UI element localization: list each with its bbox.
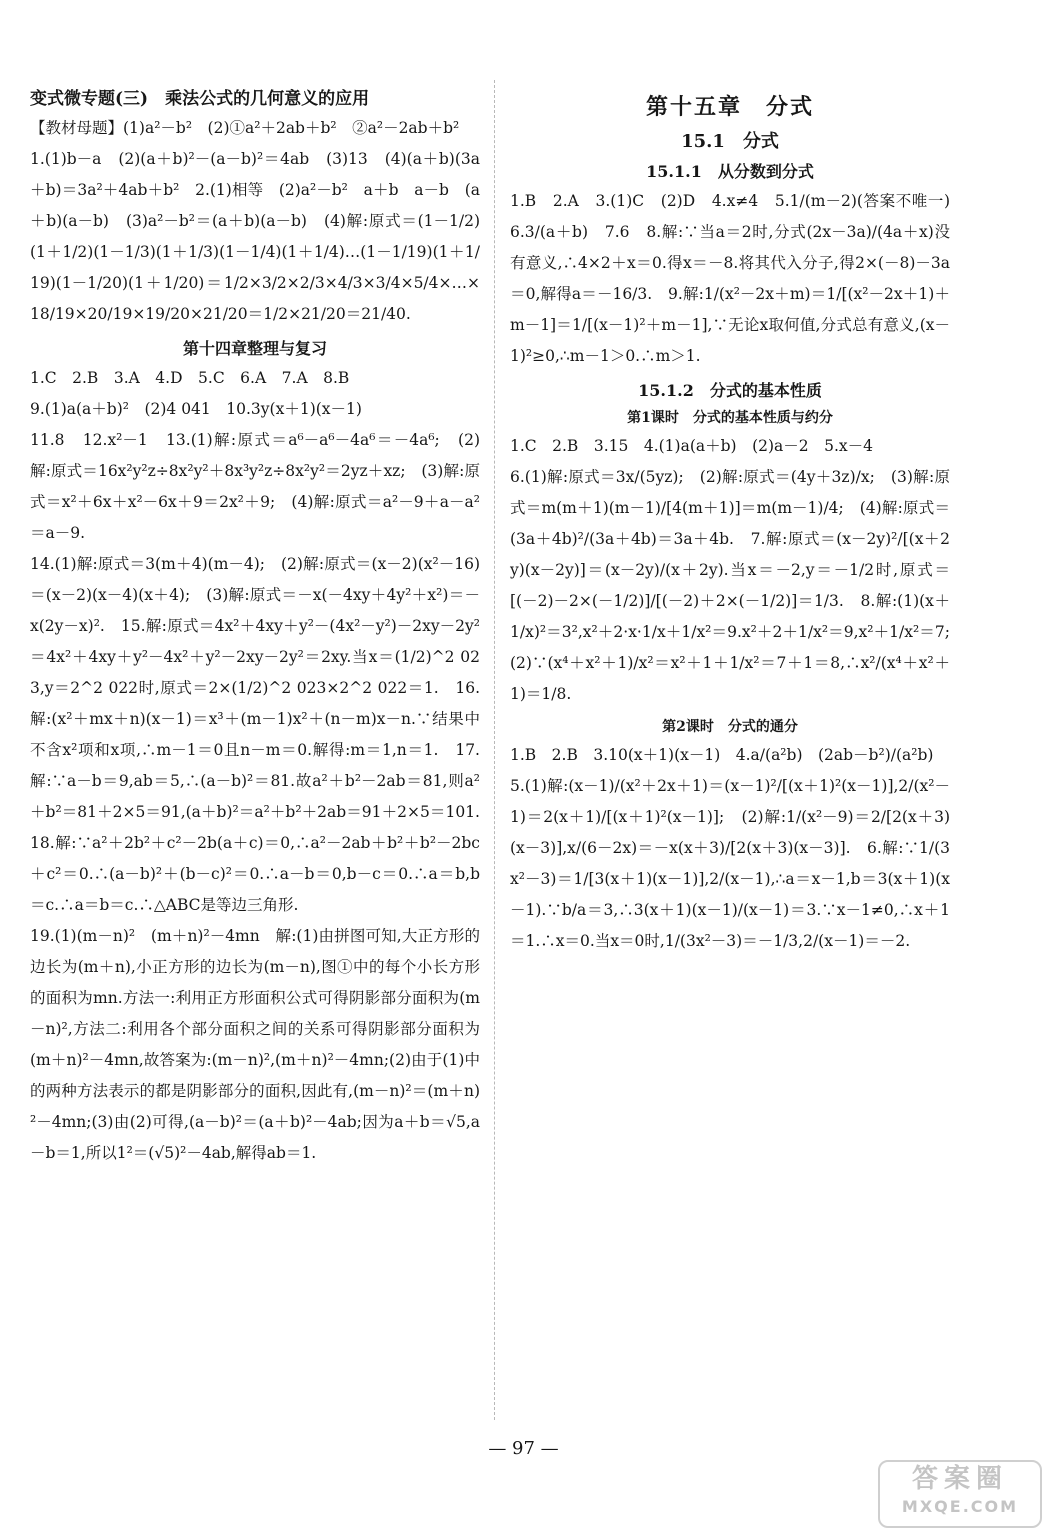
watermark-line-2: MXQE.COM [901, 1497, 1019, 1516]
lesson-1-para-2: 6.(1)解:原式＝3x/(5yz); (2)解:原式＝(4y＋3z)/x; (3)解:原式＝m(m＋1)(m－1)/[4(m＋1)]＝m(m－1)/4; (4)解:原式＝(3a＋4b)²/(3a＋4b)＝3a＋4b. 7.解:原式＝(x－2y)²/[(x＋2y)(x－2y)]＝(x－2y)/(x＋2y).当x＝－2,y＝－1/2时,原式＝[(－2)－2×(－1/2)]/[(－2)＋2×(－1/2)]＝1/3. 8.解:(1)(x＋1/x)²＝3²,x²＋2·x·1/x＋1/x²＝9.x²＋2＋1/x²＝9,x²＋1/x²＝7;(2)∵(x⁴＋x²＋1)/x²＝x²＋1＋1/x²＝7＋1＝8,∴x²/(x⁴＋x²＋1)＝1/8. [510, 468, 950, 703]
watermark-line-1: 答案圈 [911, 1464, 1008, 1494]
lesson-1-title: 第1课时 分式的基本性质与约分 [627, 410, 833, 426]
review-para-2: 9.(1)a(a＋b)² (2)4 041 10.3y(x＋1)(x－1) [30, 400, 362, 418]
lesson-2-para-1: 1.B 2.B 3.10(x＋1)(x－1) 4.a/(a²b) (2ab－b²)/(a²b) [510, 746, 934, 764]
review-para-3: 11.8 12.x²－1 13.(1)解:原式＝a⁶－a⁶－4a⁶＝－4a⁶; (2)解:原式＝16x²y²z÷8x²y²＋8x³y²z÷8x²y²＝2yz＋xz; (3)解:原式＝x²＋6x＋x²－6x＋9＝2x²＋9; (4)解:原式＝a²－9＋a－a²＝a－9. [30, 431, 480, 542]
review-para-4: 14.(1)解:原式＝3(m＋4)(m－4); (2)解:原式＝(x－2)(x²－16)＝(x－2)(x－4)(x＋4); (3)解:原式＝－x(－4xy＋4y²＋x²)＝－x(2y－x)². 15.解:原式＝4x²＋4xy＋y²－(4x²－y²)－2xy－2y²＝4x²＋4xy＋y²－4x²＋y²－2xy－2y²＝2xy.当x＝(1/2)^2 023,y＝2^2 022时,原式＝2×(1/2)^2 023×2^2 022＝1. 16.解:(x²＋mx＋n)(x－1)＝x³＋(m－1)x²＋(n－m)x－n.∵结果中不含x²项和x项,∴m－1＝0且n－m＝0.解得:m＝1,n＝1. 17.解:∵a－b＝9,ab＝5,∴(a－b)²＝81.故a²＋b²－2ab＝81,则a²＋b²＝81＋2×5＝91,(a＋b)²＝a²＋b²＋2ab＝91＋2×5＝101. 18.解:∵a²＋2b²＋c²－2b(a＋c)＝0,∴a²－2ab＋b²＋b²－2bc＋c²＝0.∴(a－b)²＋(b－c)²＝0.∴a－b＝0,b－c＝0.∴a＝b,b＝c.∴a＝b＝c.∴△ABC是等边三角形. [30, 555, 496, 914]
review-para-1: 1.C 2.B 3.A 4.D 5.C 6.A 7.A 8.B [30, 369, 350, 387]
lesson-2-para-2: 5.(1)解:(x－1)/(x²＋2x＋1)＝(x－1)²/[(x＋1)²(x－1)],2/(x²－1)＝2(x＋1)/[(x＋1)²(x－1)]; (2)解:1/(x²－9)＝2/[2(x＋3)(x－3)],x/(6－2x)＝－x(x＋3)/[2(x＋3)(x－3)]. 6.解:∵1/(3x²－3)＝1/[3(x＋1)(x－1)],2/(x－1),∴a＝x－1,b＝3(x＋1)(x－1).∵b/a＝3,∴3(x＋1)(x－1)/(x－1)＝3.∵x－1≠0,∴x＋1＝1.∴x＝0.当x＝0时,1/(3x²－3)＝－1/3,2/(x－1)＝－2. [510, 777, 950, 950]
left-column [30, 78, 496, 1169]
review-para-5: 19.(1)(m－n)² (m＋n)²－4mn 解:(1)由拼图可知,大正方形的边长为(m＋n),小正方形的边长为(m－n),图①中的每个小长方形的面积为mn.方法一:利用正方形面积公式可得阴影部分面积为(m－n)²,方法二:利用各个部分面积之间的关系可得阴影部分面积为(m＋n)²－4mn,故答案为:(m－n)²,(m＋n)²－4mn;(2)由于(1)中的两种方法表示的都是阴影部分的面积,因此有,(m－n)²＝(m＋n)²－4mn;(3)由(2)可得,(a－b)²＝(a＋b)²－4ab;因为a＋b＝√5,a－b＝1,所以1²＝(√5)²－4ab,解得ab＝1. [30, 927, 480, 1162]
lesson-1-para-1: 1.C 2.B 3.15 4.(1)a(a＋b) (2)a－2 5.x－4 [510, 437, 874, 455]
subsection-2-title: 15.1.2 分式的基本性质 [638, 381, 822, 400]
review-title: 第十四章整理与复习 [182, 339, 327, 358]
section-title: 15.1 分式 [681, 131, 779, 152]
left-title: 变式微专题(三) 乘法公式的几何意义的应用 [30, 89, 370, 109]
column-divider [494, 80, 495, 1420]
left-para-2: 1.(1)b－a (2)(a＋b)²－(a－b)²＝4ab (3)13 (4)(a＋b)(3a＋b)＝3a²＋4ab＋b² 2.(1)相等 (2)a²－b² a＋b a－b (a＋b)(a－b) (3)a²－b²＝(a＋b)(a－b) (4)解:原式＝(1－1/2)(1＋1/2)(1－1/3)(1＋1/3)(1－1/4)(1＋1/4)…(1－1/19)(1＋1/19)(1－1/20)(1＋1/20)＝1/2×3/2×2/3×4/3×3/4×5/4×…×18/19×20/19×19/20×21/20＝1/2×21/20＝21/40. [30, 150, 480, 323]
watermark-logo [878, 1460, 1042, 1528]
lesson-2-title: 第2课时 分式的通分 [662, 719, 798, 735]
right-column [510, 78, 966, 957]
left-para-1: 【教材母题】(1)a²－b² (2)①a²＋2ab＋b² ②a²－2ab＋b² [30, 119, 460, 137]
page-number: — 97 — [488, 1438, 559, 1459]
subsection-1-para: 1.B 2.A 3.(1)C (2)D 4.x≠4 5.1/(m－2)(答案不唯一) 6.3/(a＋b) 7.6 8.解:∵当a＝2时,分式(2x－3a)/(4a＋x)没有意义,∴4×2＋x＝0.得x＝－8.将其代入分子,得2×(－8)－3a＝0,解得a＝－16/3. 9.解:1/(x²－2x＋m)＝1/[(x²－2x＋1)＋m－1]＝1/[(x－1)²＋m－1],∵无论x取何值,分式总有意义,(x－1)²≥0,∴m－1＞0.∴m＞1. [510, 192, 966, 365]
subsection-1-title: 15.1.1 从分数到分式 [646, 162, 814, 181]
chapter-title: 第十五章 分式 [645, 94, 814, 120]
